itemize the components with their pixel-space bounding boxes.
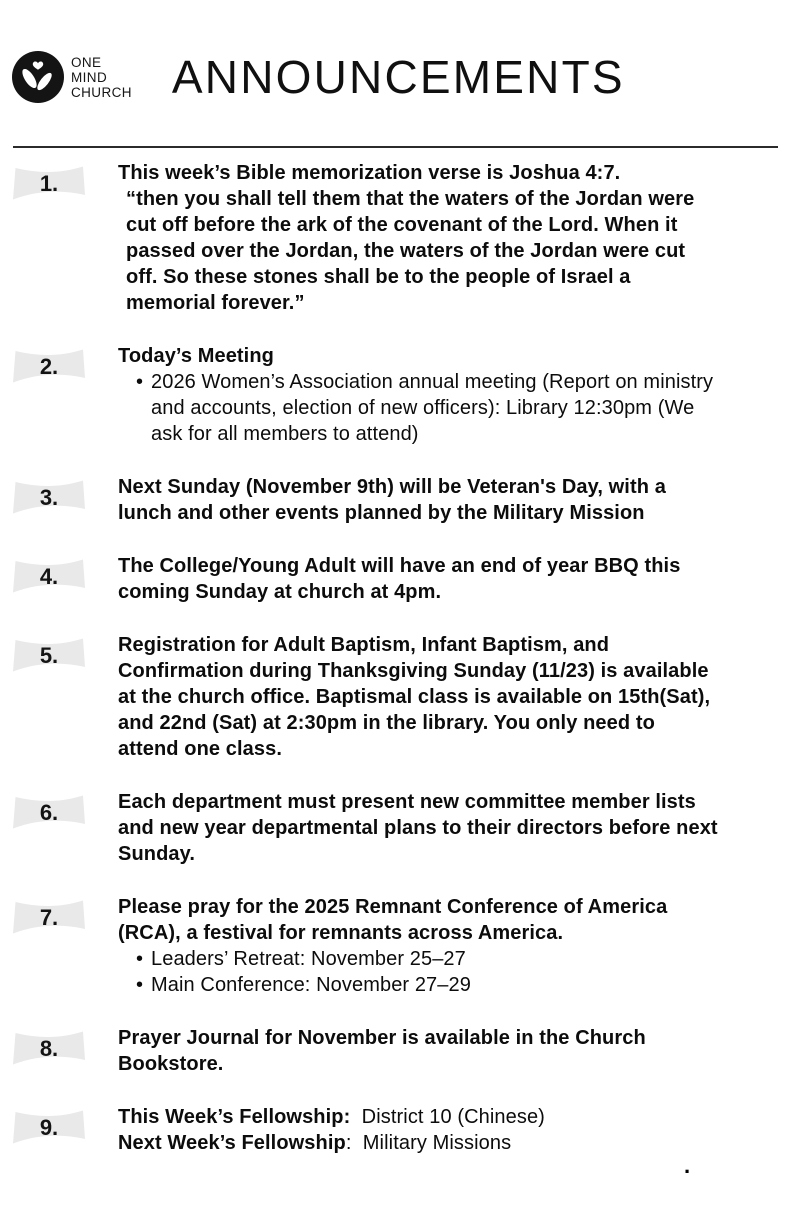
announcement-item-5 xyxy=(13,632,792,762)
item-number-badge xyxy=(13,793,85,831)
item-number: 3. xyxy=(39,484,59,510)
announcement-item-6 xyxy=(13,789,792,867)
item-number-badge xyxy=(13,164,85,202)
bullet-item: • 2026 Women’s Association annual meeting (Report on ministry and accounts, election of new officers): Library 12:30pm (We ask for all members to attend) xyxy=(136,369,718,447)
item-number-badge xyxy=(13,557,85,595)
church-logo-icon xyxy=(12,51,64,103)
item-number: 8. xyxy=(39,1035,59,1061)
announcement-text: Registration for Adult Baptism, Infant Baptism, and Confirmation during Thanksgiving Sunday (11/23) is available at the church office. Baptismal class is available on 15th(Sat), and 22nd (Sat) at 2:30pm in the library. You only need to attend one class. xyxy=(118,634,711,760)
item-number-badge xyxy=(13,478,85,516)
fellowship-label: Next Week’s Fellowship xyxy=(118,1132,346,1154)
item-number-badge xyxy=(13,1029,85,1067)
announcement-item-7 xyxy=(13,894,792,998)
item-number: 1. xyxy=(39,170,59,196)
announcement-content xyxy=(118,894,718,998)
fellowship-value: District 10 (Chinese) xyxy=(350,1106,545,1128)
announcement-text: Prayer Journal for November is available in the Church Bookstore. xyxy=(118,1027,646,1075)
logo-word-one: ONE xyxy=(71,54,102,70)
announcement-content xyxy=(118,343,718,447)
announcement-item-3 xyxy=(13,474,792,526)
announcement-item-2 xyxy=(13,343,792,447)
announcement-content xyxy=(118,1104,718,1156)
church-logo xyxy=(12,51,132,103)
announcement-item-4 xyxy=(13,553,792,605)
logo-word-church: CHURCH xyxy=(71,84,132,100)
announcement-text: Please pray for the 2025 Remnant Conference of America (RCA), a festival for remnants across America. xyxy=(118,896,668,944)
header xyxy=(0,0,792,106)
announcement-text: Next Sunday (November 9th) will be Veteran's Day, with a lunch and other events planned by the Military Mission xyxy=(118,476,666,524)
announcement-item-8 xyxy=(13,1025,792,1077)
announcement-text: Each department must present new committee member lists and new year departmental plans to their directors before next Sunday. xyxy=(118,791,718,865)
announcement-content xyxy=(118,474,718,526)
announcement-content xyxy=(118,632,718,762)
item-number: 5. xyxy=(39,642,59,668)
header-divider xyxy=(13,146,778,148)
announcement-content xyxy=(118,1025,718,1077)
item-number-badge xyxy=(13,898,85,936)
announcement-text: The College/Young Adult will have an end of year BBQ this coming Sunday at church at 4pm. xyxy=(118,555,681,603)
bullet-list xyxy=(118,946,718,998)
item-number-badge xyxy=(13,636,85,674)
scripture-quote: “then you shall tell them that the waters of the Jordan were cut off before the ark of the covenant of the Lord. When it passed over the Jordan, the waters of the Jordan were cut off. So these stones shall be to the people of Israel a memorial forever.” xyxy=(126,188,695,314)
fellowship-value: : Military Missions xyxy=(345,1132,512,1154)
item-number-badge xyxy=(13,347,85,385)
bullet-list xyxy=(118,369,718,447)
item-number: 2. xyxy=(39,353,59,379)
church-logo-text xyxy=(71,55,132,100)
logo-circle xyxy=(12,51,64,103)
announcement-content xyxy=(118,789,718,867)
bullet-item: • Main Conference: November 27–29 xyxy=(136,972,718,998)
page-title: ANNOUNCEMENTS xyxy=(171,51,625,103)
logo-word-mind: MIND xyxy=(71,69,108,85)
announcement-item-9 xyxy=(13,1104,792,1156)
announcements-list xyxy=(0,160,792,1156)
item-number: 7. xyxy=(39,904,59,930)
announcement-content xyxy=(118,553,718,605)
bullet-item: • Leaders’ Retreat: November 25–27 xyxy=(136,946,718,972)
item-number: 6. xyxy=(39,799,59,825)
announcement-heading: Today’s Meeting xyxy=(118,345,274,367)
item-number-badge xyxy=(13,1108,85,1146)
fellowship-row-next-week xyxy=(118,1130,718,1156)
item-number: 9. xyxy=(39,1114,59,1140)
fellowship-label: This Week’s Fellowship: xyxy=(118,1106,351,1128)
announcement-text: This week’s Bible memorization verse is Joshua 4:7. xyxy=(118,162,621,184)
item-number: 4. xyxy=(39,563,59,589)
stray-period-mark: . xyxy=(684,1153,691,1178)
fellowship-row-this-week xyxy=(118,1104,718,1130)
announcement-content xyxy=(118,160,718,316)
announcement-item-1 xyxy=(13,160,792,316)
